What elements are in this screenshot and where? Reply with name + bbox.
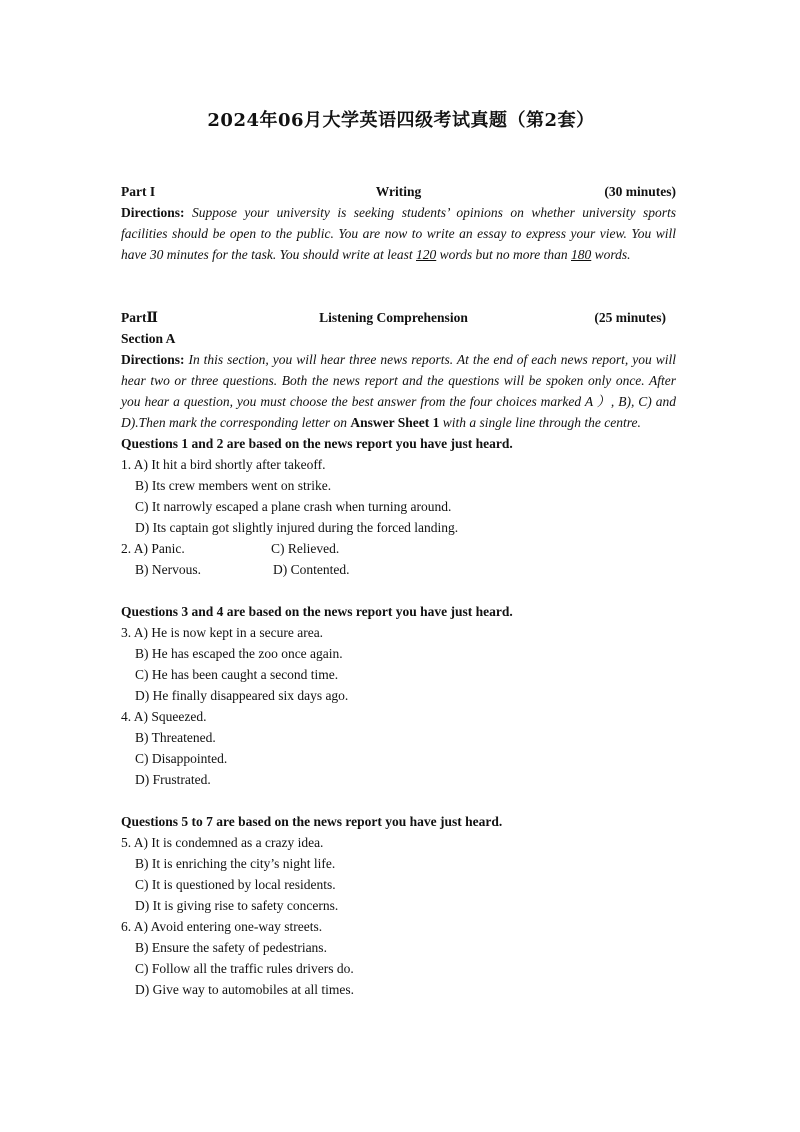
part1-directions (121, 202, 676, 265)
part2-time: (25 minutes) (594, 310, 666, 325)
option-c: C) Disappointed. (135, 751, 228, 766)
question-number: 6. (121, 919, 132, 934)
question-2 (121, 538, 676, 559)
question-1 (121, 454, 676, 475)
question-number: 1. (121, 457, 132, 472)
part1-directions-text: Suppose your university is seeking students’ opinions on whether university sports facilities should be open to the public. You are now to write an essay to express your view. You will have 30 minutes for the task. You should write at least (121, 205, 676, 262)
option-b: B) Its crew members went on strike. (135, 478, 332, 493)
part1-header (121, 181, 676, 202)
answer-sheet-label: Answer Sheet 1 (350, 415, 440, 430)
question-3 (121, 622, 676, 643)
part1-time: (30 minutes) (604, 184, 676, 199)
section-a-heading: Section A (121, 331, 176, 346)
min-words: 120 (416, 247, 437, 262)
part1-name: Writing (375, 184, 422, 199)
option-a: A) Squeezed. (133, 709, 207, 724)
question-2-row2 (121, 559, 676, 580)
part2-directions-tail: with a single line through the centre. (439, 415, 641, 430)
question-number: 2. (121, 541, 132, 556)
option-a: A) Panic. (133, 541, 185, 556)
question-number: 3. (121, 625, 132, 640)
option-d: D) Give way to automobiles at all times. (135, 982, 354, 997)
option-b: B) Threatened. (135, 730, 216, 745)
part2-section (121, 307, 676, 1000)
option-d: D) Its captain got slightly injured during the forced landing. (135, 520, 459, 535)
part2-name: Listening Comprehension (319, 310, 468, 325)
part1-label: Part I (121, 184, 156, 199)
question-group-heading: Questions 5 to 7 are based on the news report you have just heard. (121, 814, 503, 829)
option-d: D) Contented. (273, 562, 350, 577)
option-c: C) It narrowly escaped a plane crash when turning around. (135, 499, 452, 514)
question-group-heading: Questions 3 and 4 are based on the news report you have just heard. (121, 604, 513, 619)
option-d: D) He finally disappeared six days ago. (135, 688, 349, 703)
max-words: 180 (571, 247, 592, 262)
part2-label: PartⅡ (121, 310, 158, 325)
option-c: C) Relieved. (271, 541, 340, 556)
option-a: A) It hit a bird shortly after takeoff. (133, 457, 326, 472)
page-title: 2024年06月大学英语四级考试真题（第2套） (207, 110, 595, 131)
part2-directions-text: In this section, you will hear three news reports. At the end of each news report, you will hear two or three questions. Both the news report and the questions will be spoken only once. After you hear a question, you must choose the best answer from the four choices marked A ）, B), C) and D).Then mark the corresponding letter on (121, 352, 676, 430)
option-a: A) He is now kept in a secure area. (133, 625, 324, 640)
part1-directions-mid: words but no more than (436, 247, 572, 262)
part1-directions-end: words. (591, 247, 631, 262)
question-number: 4. (121, 709, 132, 724)
part1-section (121, 181, 676, 265)
option-c: C) Follow all the traffic rules drivers do. (135, 961, 354, 976)
option-c: C) He has been caught a second time. (135, 667, 339, 682)
option-b: B) It is enriching the city’s night life. (135, 856, 336, 871)
option-d: D) Frustrated. (135, 772, 211, 787)
option-b: B) He has escaped the zoo once again. (135, 646, 343, 661)
part1-directions-label: Directions: (121, 205, 185, 220)
question-number: 5. (121, 835, 132, 850)
part2-header (121, 307, 676, 328)
question-group-heading: Questions 1 and 2 are based on the news report you have just heard. (121, 436, 513, 451)
question-4 (121, 706, 676, 727)
part2-directions-label: Directions: (121, 352, 185, 367)
option-b: B) Nervous. (135, 562, 201, 577)
question-5 (121, 832, 676, 853)
option-c: C) It is questioned by local residents. (135, 877, 336, 892)
option-b: B) Ensure the safety of pedestrians. (135, 940, 327, 955)
option-a: A) It is condemned as a crazy idea. (133, 835, 324, 850)
option-a: A) Avoid entering one-way streets. (133, 919, 323, 934)
question-6 (121, 916, 676, 937)
option-d: D) It is giving rise to safety concerns. (135, 898, 339, 913)
part2-directions (121, 349, 676, 433)
